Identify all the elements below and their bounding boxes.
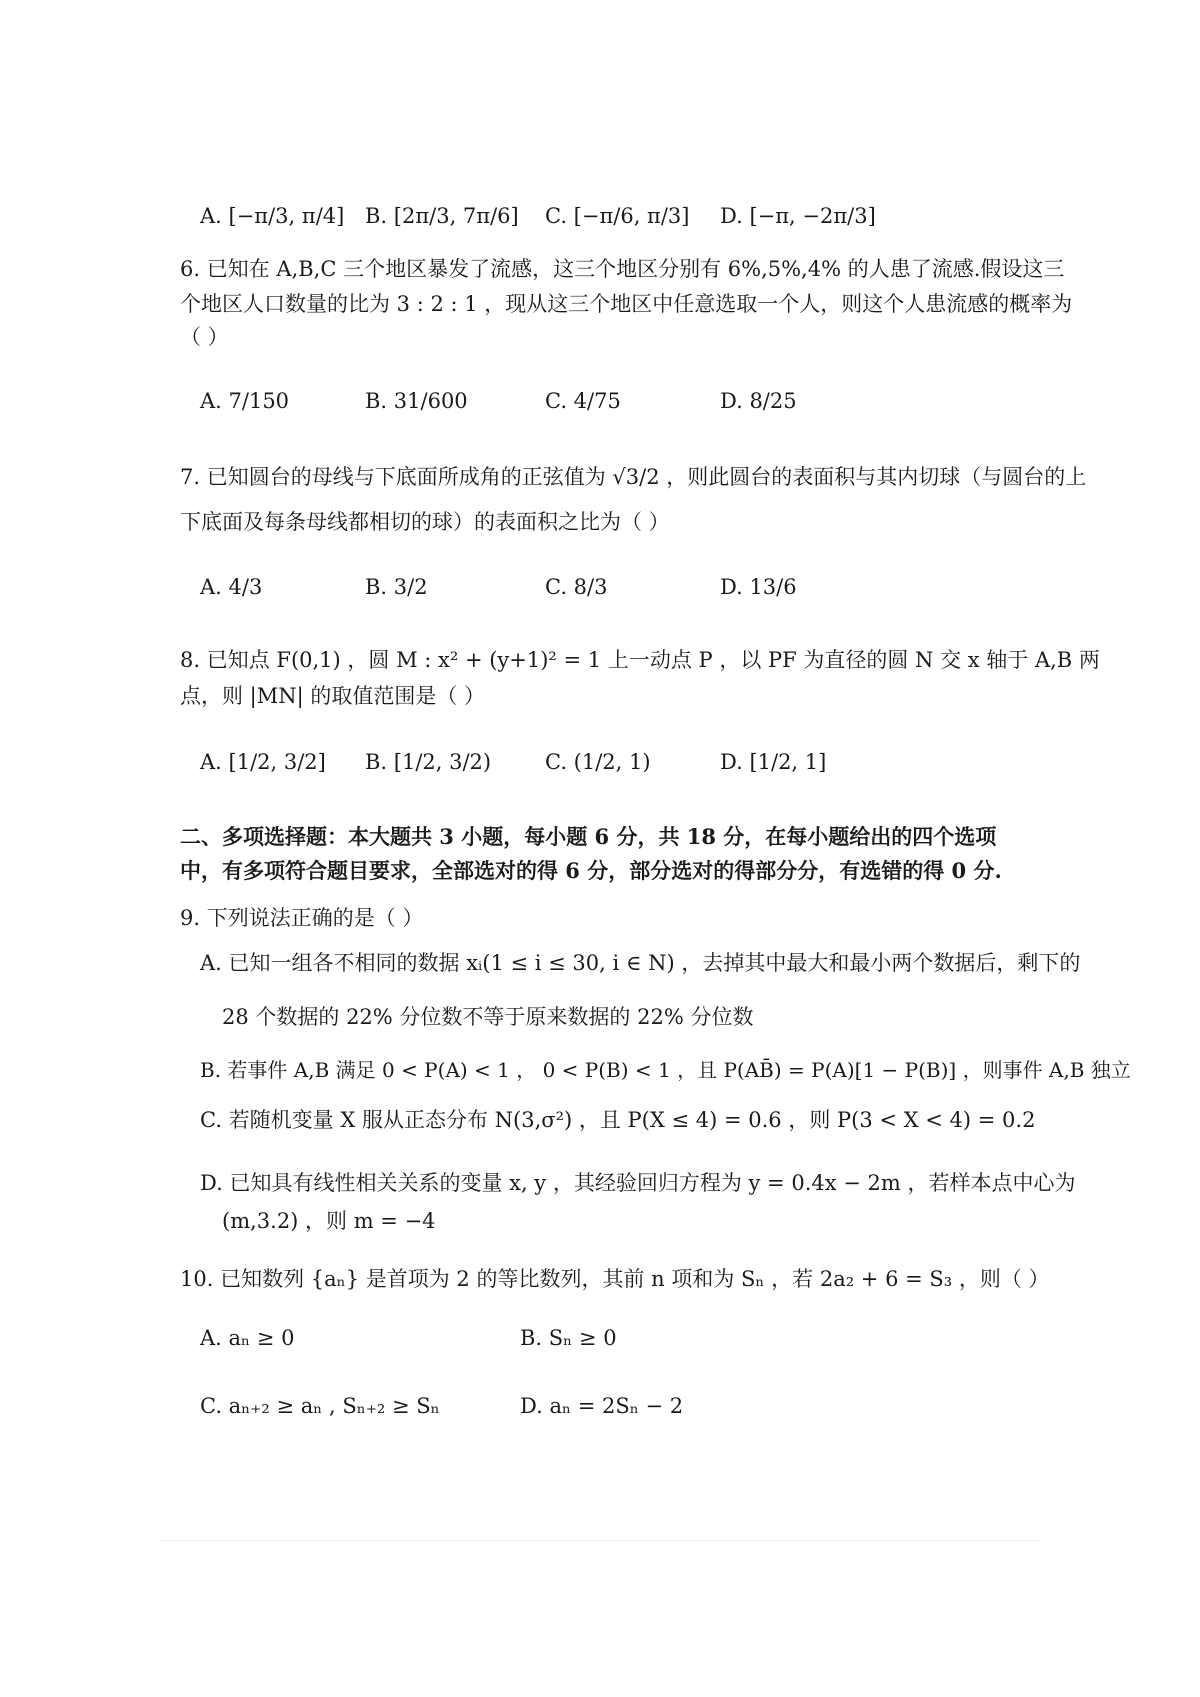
q5-options bbox=[200, 186, 1020, 246]
q8-options bbox=[200, 732, 1020, 792]
q10-option-c[interactable]: C. aₙ₊₂ ≥ aₙ , Sₙ₊₂ ≥ Sₙ bbox=[200, 1394, 440, 1418]
q7-option-b[interactable]: B. 3/2 bbox=[365, 575, 428, 599]
q10-option-b[interactable]: B. Sₙ ≥ 0 bbox=[520, 1326, 617, 1350]
q7-stem-line2: 下底面及每条母线都相切的球）的表面积之比为（ ） bbox=[180, 510, 670, 534]
section-2-heading-line2: 中，有多项符合题目要求，全部选对的得 6 分，部分选对的得部分分，有选错的得 0 分. bbox=[180, 858, 1002, 883]
q6-option-c[interactable]: C. 4/75 bbox=[545, 389, 621, 413]
q6-options bbox=[200, 371, 1020, 431]
q8-stem-line1: 8. 已知点 F(0,1) ，圆 M : x² + (y+1)² = 1 上一动点 P ，以 PF 为直径的圆 N 交 x 轴于 A,B 两 bbox=[180, 648, 1100, 672]
q7-option-c[interactable]: C. 8/3 bbox=[545, 575, 608, 599]
q8-option-a[interactable]: A. [1/2, 3/2] bbox=[200, 750, 326, 774]
q6-option-d[interactable]: D. 8/25 bbox=[720, 389, 797, 413]
page-bottom-rule bbox=[160, 1540, 1040, 1541]
q7-stem-line1: 7. 已知圆台的母线与下底面所成角的正弦值为 √3/2 ，则此圆台的表面积与其内切球（与圆台的上 bbox=[180, 465, 1087, 489]
q8-option-c[interactable]: C. (1/2, 1) bbox=[545, 750, 651, 774]
q7-option-a[interactable]: A. 4/3 bbox=[200, 575, 263, 599]
q10-option-d[interactable]: D. aₙ = 2Sₙ − 2 bbox=[520, 1394, 684, 1418]
section-2-heading-line1: 二、多项选择题：本大题共 3 小题，每小题 6 分，共 18 分，在每小题给出的四个选项 bbox=[180, 824, 997, 849]
q10-option-a[interactable]: A. aₙ ≥ 0 bbox=[200, 1326, 295, 1350]
q6-stem-line2: 个地区人口数量的比为 3 : 2 : 1 ，现从这三个地区中任意选取一个人，则这个人患流感的概率为 bbox=[180, 292, 1073, 316]
q9-option-a-line1[interactable]: A. 已知一组各不相同的数据 xᵢ(1 ≤ i ≤ 30, i ∈ N) ，去掉其中最大和最小两个数据后，剩下的 bbox=[200, 951, 1081, 975]
q9-option-a-line2: 28 个数据的 22% 分位数不等于原来数据的 22% 分位数 bbox=[222, 1005, 754, 1029]
q5-option-a[interactable]: A. [−π/3, π/4] bbox=[200, 204, 345, 228]
q10-options-row1 bbox=[200, 1308, 1020, 1368]
q8-option-b[interactable]: B. [1/2, 3/2) bbox=[365, 750, 492, 774]
q7-option-d[interactable]: D. 13/6 bbox=[720, 575, 797, 599]
q6-option-a[interactable]: A. 7/150 bbox=[200, 389, 290, 413]
q8-option-d[interactable]: D. [1/2, 1] bbox=[720, 750, 827, 774]
q10-stem: 10. 已知数列 {aₙ} 是首项为 2 的等比数列，其前 n 项和为 Sₙ ，若 2a₂ + 6 = S₃ ，则（ ） bbox=[180, 1267, 1050, 1291]
q6-stem-line1: 6. 已知在 A,B,C 三个地区暴发了流感，这三个地区分别有 6%,5%,4% 的人患了流感.假设这三 bbox=[180, 257, 1065, 281]
q9-option-c[interactable]: C. 若随机变量 X 服从正态分布 N(3,σ²) ，且 P(X ≤ 4) = 0.6 ，则 P(3 < X < 4) = 0.2 bbox=[200, 1108, 1036, 1132]
q6-answer-blank: （ ） bbox=[180, 325, 229, 349]
q5-option-c[interactable]: C. [−π/6, π/3] bbox=[545, 204, 690, 228]
q5-option-d[interactable]: D. [−π, −2π/3] bbox=[720, 204, 876, 228]
q9-option-b[interactable]: B. 若事件 A,B 满足 0 < P(A) < 1 ， 0 < P(B) < 1 ，且 P(AB̄) = P(A)[1 − P(B)] ，则事件 A,B 独立 bbox=[200, 1058, 1131, 1082]
q5-option-b[interactable]: B. [2π/3, 7π/6] bbox=[365, 204, 519, 228]
q8-stem-line2: 点，则 |MN| 的取值范围是（ ） bbox=[180, 684, 486, 708]
q9-option-d-line1[interactable]: D. 已知具有线性相关关系的变量 x, y ，其经验回归方程为 y = 0.4x − 2m ，若样本点中心为 bbox=[200, 1171, 1076, 1195]
q10-options-row2 bbox=[200, 1376, 1020, 1436]
q7-options bbox=[200, 557, 1020, 617]
q9-stem: 9. 下列说法正确的是（ ） bbox=[180, 906, 424, 930]
q9-option-d-line2: (m,3.2) ，则 m = −4 bbox=[222, 1209, 436, 1233]
q6-option-b[interactable]: B. 31/600 bbox=[365, 389, 468, 413]
